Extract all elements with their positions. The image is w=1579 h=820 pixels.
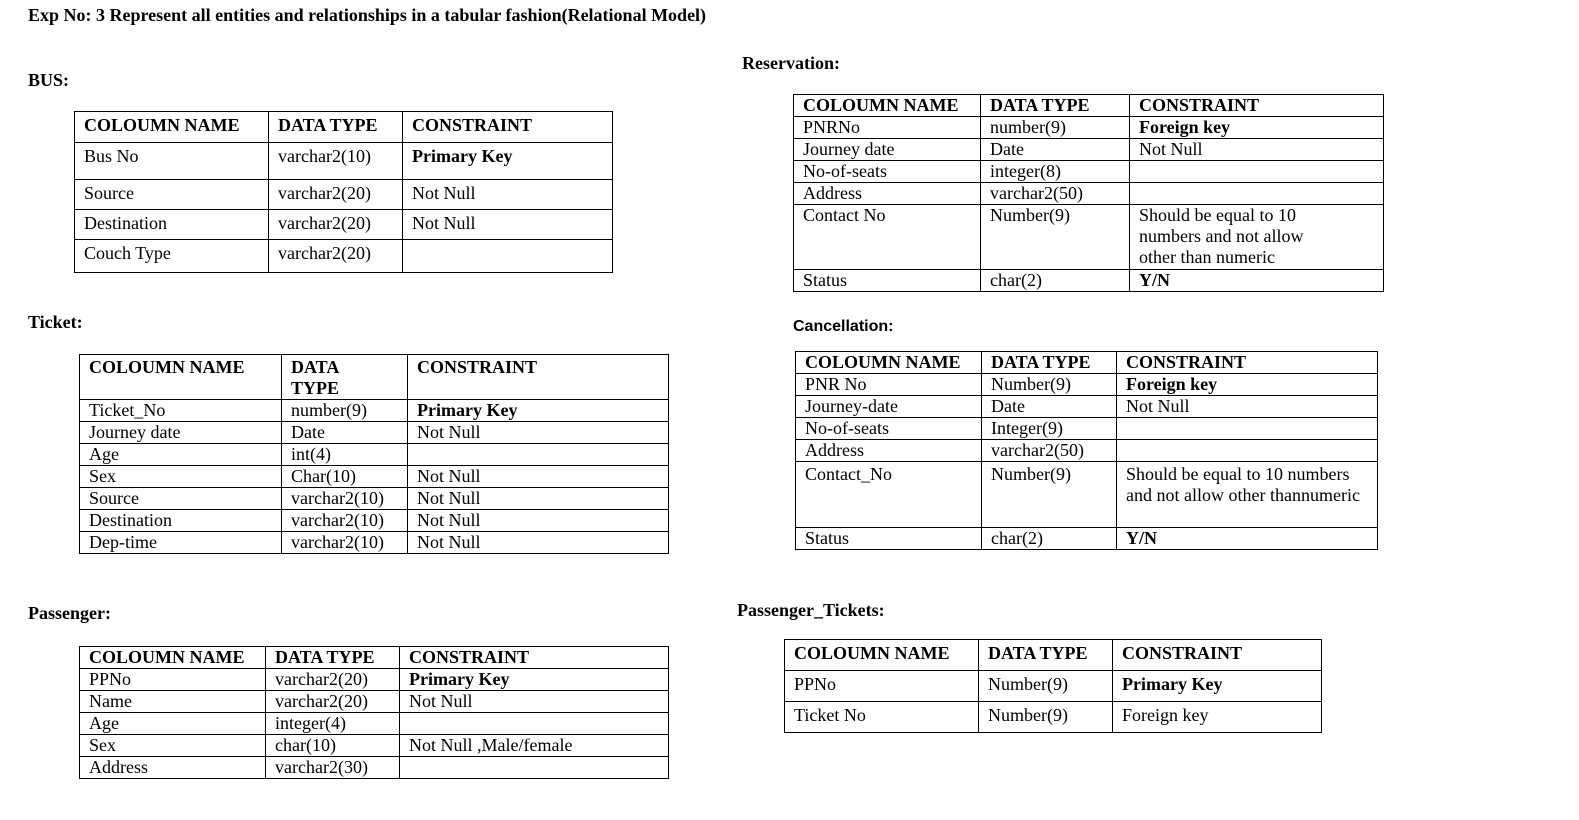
column-header: COLOUMN NAME	[80, 647, 266, 669]
table-row	[80, 757, 669, 779]
table-row	[796, 418, 1378, 440]
column-name-cell: Destination	[75, 210, 269, 240]
data-type-cell: varchar2(20)	[266, 691, 400, 713]
table-row	[80, 735, 669, 757]
table-header-row	[796, 352, 1378, 374]
column-name-cell: Status	[794, 270, 981, 292]
constraint-cell: Not Null	[408, 466, 669, 488]
constraint-cell: Primary Key	[1113, 671, 1322, 702]
constraint-cell: Y/N	[1117, 528, 1378, 550]
column-name-cell: Couch Type	[75, 240, 269, 273]
constraint-cell	[1117, 418, 1378, 440]
table-row	[794, 161, 1384, 183]
column-name-cell: Name	[80, 691, 266, 713]
bus-label: BUS:	[28, 70, 70, 90]
constraint-cell	[1117, 440, 1378, 462]
column-header: CONSTRAINT	[1113, 640, 1322, 671]
data-type-cell: Number(9)	[981, 205, 1130, 270]
column-name-cell: Age	[80, 713, 266, 735]
table-row	[80, 444, 669, 466]
data-type-cell: varchar2(10)	[282, 532, 408, 554]
table-header-row	[785, 640, 1322, 671]
column-name-cell: Journey date	[80, 422, 282, 444]
table-row	[75, 180, 613, 210]
column-name-cell: Contact No	[794, 205, 981, 270]
constraint-cell: Not Null	[408, 422, 669, 444]
table-row	[80, 669, 669, 691]
table-header-row	[75, 112, 613, 143]
column-header: CONSTRAINT	[1130, 95, 1384, 117]
constraint-cell: Not Null	[408, 488, 669, 510]
data-type-cell: Integer(9)	[982, 418, 1117, 440]
constraint-cell: Foreign key	[1113, 702, 1322, 733]
table-row	[794, 205, 1384, 270]
column-header: DATA TYPE	[981, 95, 1130, 117]
table-row	[796, 440, 1378, 462]
data-type-cell: varchar2(10)	[282, 510, 408, 532]
table-row	[80, 422, 669, 444]
data-type-cell: number(9)	[282, 400, 408, 422]
column-name-cell: Journey date	[794, 139, 981, 161]
column-header: COLOUMN NAME	[785, 640, 979, 671]
constraint-cell: Foreign key	[1130, 117, 1384, 139]
table-row	[80, 400, 669, 422]
constraint-cell	[403, 240, 613, 273]
constraint-cell: Foreign key	[1117, 374, 1378, 396]
constraint-cell	[408, 444, 669, 466]
constraint-cell: Not Null	[403, 180, 613, 210]
data-type-cell: varchar2(10)	[269, 143, 403, 180]
table-row	[796, 374, 1378, 396]
table-row	[794, 117, 1384, 139]
ticket-table	[79, 354, 669, 554]
column-name-cell: Sex	[80, 735, 266, 757]
page-title: Exp No: 3 Represent all entities and relationships in a tabular fashion(Relational Model)	[28, 5, 707, 25]
table-row	[75, 143, 613, 180]
table-row	[796, 462, 1378, 528]
data-type-cell: Number(9)	[982, 462, 1117, 528]
column-header: COLOUMN NAME	[75, 112, 269, 143]
column-name-cell: Destination	[80, 510, 282, 532]
column-name-cell: Journey-date	[796, 396, 982, 418]
column-name-cell: PPNo	[80, 669, 266, 691]
column-name-cell: Address	[796, 440, 982, 462]
constraint-cell: Primary Key	[403, 143, 613, 180]
data-type-cell: integer(8)	[981, 161, 1130, 183]
constraint-cell: Primary Key	[408, 400, 669, 422]
table-row	[80, 466, 669, 488]
data-type-cell: number(9)	[981, 117, 1130, 139]
table-row	[796, 396, 1378, 418]
column-name-cell: Address	[794, 183, 981, 205]
data-type-cell: char(2)	[981, 270, 1130, 292]
data-type-cell: integer(4)	[266, 713, 400, 735]
constraint-cell: Not Null	[400, 691, 669, 713]
data-type-cell: Date	[982, 396, 1117, 418]
table-row	[80, 691, 669, 713]
column-name-cell: Source	[80, 488, 282, 510]
table-row	[785, 702, 1322, 733]
column-name-cell: Sex	[80, 466, 282, 488]
constraint-cell: Primary Key	[400, 669, 669, 691]
column-header: CONSTRAINT	[400, 647, 669, 669]
constraint-cell: Should be equal to 10 numbers and not allow other than numeric	[1130, 205, 1384, 270]
data-type-cell: varchar2(20)	[269, 240, 403, 273]
data-type-cell: Date	[981, 139, 1130, 161]
data-type-cell: char(2)	[982, 528, 1117, 550]
table-row	[75, 240, 613, 273]
column-header: DATA TYPE	[269, 112, 403, 143]
constraint-cell	[400, 713, 669, 735]
data-type-cell: char(10)	[266, 735, 400, 757]
column-header: CONSTRAINT	[1117, 352, 1378, 374]
data-type-cell: Number(9)	[982, 374, 1117, 396]
column-name-cell: Contact_No	[796, 462, 982, 528]
column-name-cell: PPNo	[785, 671, 979, 702]
column-name-cell: PNRNo	[794, 117, 981, 139]
column-header: CONSTRAINT	[408, 355, 669, 400]
passenger-table	[79, 646, 669, 779]
table-header-row	[794, 95, 1384, 117]
data-type-cell: Number(9)	[979, 702, 1113, 733]
passenger-tickets-label: Passenger_Tickets:	[737, 600, 885, 620]
table-header-row	[80, 647, 669, 669]
table-row	[794, 183, 1384, 205]
column-header: COLOUMN NAME	[796, 352, 982, 374]
data-type-cell: Number(9)	[979, 671, 1113, 702]
table-row	[80, 532, 669, 554]
column-name-cell: Address	[80, 757, 266, 779]
cancellation-table	[795, 351, 1378, 550]
table-header-row	[80, 355, 669, 400]
data-type-cell: varchar2(30)	[266, 757, 400, 779]
constraint-cell: Not Null	[403, 210, 613, 240]
constraint-cell: Not Null ,Male/female	[400, 735, 669, 757]
constraint-cell	[1130, 183, 1384, 205]
data-type-cell: varchar2(50)	[982, 440, 1117, 462]
data-type-cell: varchar2(20)	[269, 210, 403, 240]
constraint-cell	[400, 757, 669, 779]
cancellation-label: Cancellation:	[793, 318, 894, 335]
constraint-cell: Not Null	[1117, 396, 1378, 418]
passenger-label: Passenger:	[28, 603, 111, 623]
table-row	[80, 510, 669, 532]
column-header: DATA TYPE	[266, 647, 400, 669]
constraint-cell: Y/N	[1130, 270, 1384, 292]
data-type-cell: Date	[282, 422, 408, 444]
data-type-cell: Char(10)	[282, 466, 408, 488]
reservation-label: Reservation:	[742, 53, 840, 73]
bus-table	[74, 111, 613, 273]
constraint-cell	[1130, 161, 1384, 183]
column-header: DATA TYPE	[979, 640, 1113, 671]
table-row	[75, 210, 613, 240]
column-name-cell: Ticket_No	[80, 400, 282, 422]
data-type-cell: int(4)	[282, 444, 408, 466]
reservation-table	[793, 94, 1384, 292]
column-name-cell: Bus No	[75, 143, 269, 180]
column-name-cell: PNR No	[796, 374, 982, 396]
column-name-cell: No-of-seats	[794, 161, 981, 183]
column-header: CONSTRAINT	[403, 112, 613, 143]
column-header: DATA TYPE	[982, 352, 1117, 374]
data-type-cell: varchar2(20)	[266, 669, 400, 691]
column-name-cell: Age	[80, 444, 282, 466]
table-row	[796, 528, 1378, 550]
column-name-cell: Status	[796, 528, 982, 550]
constraint-cell: Should be equal to 10 numbers and not allow other thannumeric	[1117, 462, 1378, 528]
table-row	[785, 671, 1322, 702]
column-name-cell: No-of-seats	[796, 418, 982, 440]
column-name-cell: Source	[75, 180, 269, 210]
ticket-label: Ticket:	[28, 312, 83, 332]
constraint-cell: Not Null	[1130, 139, 1384, 161]
table-row	[794, 270, 1384, 292]
data-type-cell: varchar2(10)	[282, 488, 408, 510]
data-type-cell: varchar2(20)	[269, 180, 403, 210]
table-row	[80, 488, 669, 510]
table-row	[80, 713, 669, 735]
column-header: COLOUMN NAME	[794, 95, 981, 117]
column-header: COLOUMN NAME	[80, 355, 282, 400]
constraint-cell: Not Null	[408, 532, 669, 554]
column-header: DATA TYPE	[282, 355, 408, 400]
constraint-cell: Not Null	[408, 510, 669, 532]
column-name-cell: Dep-time	[80, 532, 282, 554]
data-type-cell: varchar2(50)	[981, 183, 1130, 205]
passenger-tickets-table	[784, 639, 1322, 733]
column-name-cell: Ticket No	[785, 702, 979, 733]
table-row	[794, 139, 1384, 161]
